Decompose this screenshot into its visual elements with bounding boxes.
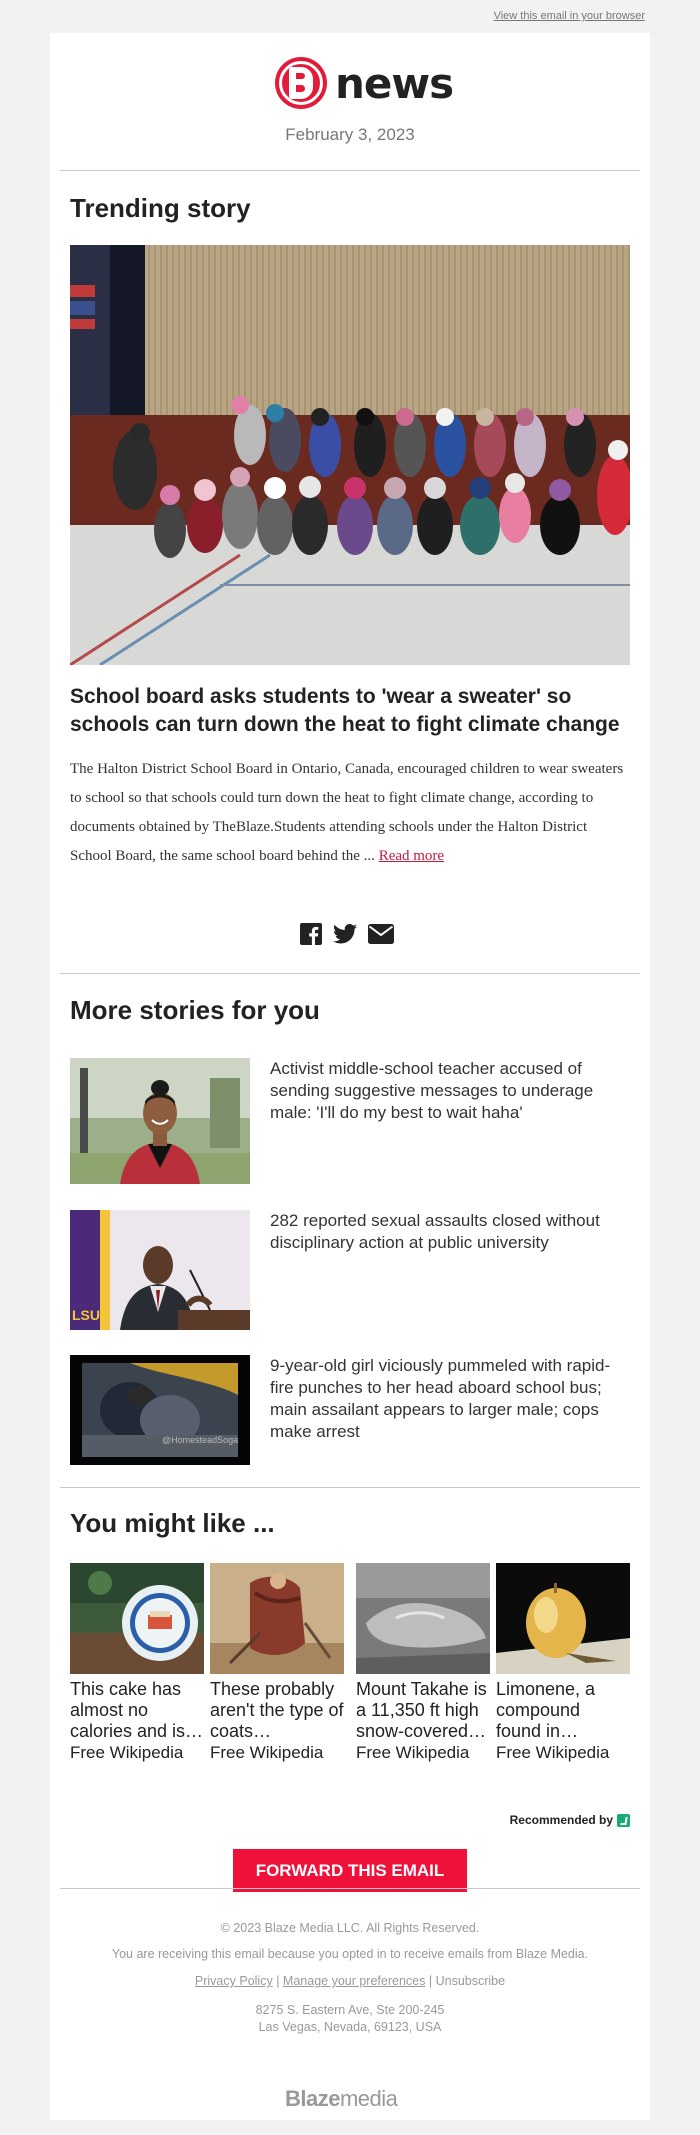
- story-thumbnail[interactable]: [70, 1355, 250, 1465]
- recommended-title[interactable]: These probably aren't the type of coats…: [210, 1679, 344, 1741]
- share-icons: [300, 923, 394, 945]
- manage-preferences-link[interactable]: Manage your preferences: [282, 1974, 426, 1988]
- you-might-like-section-title: You might like ...: [70, 1508, 275, 1538]
- recommended-thumbnail[interactable]: [210, 1563, 344, 1674]
- twitter-icon[interactable]: [333, 924, 357, 944]
- divider: [60, 1888, 640, 1889]
- trending-summary: [70, 755, 630, 871]
- divider: [60, 1487, 640, 1488]
- recommended-title[interactable]: Limonene, a compound found in: [496, 1679, 596, 1741]
- footer-address-line2: Las Vegas, Nevada, 69123, USA: [258, 2020, 442, 2034]
- recommended-thumbnail[interactable]: [496, 1563, 630, 1674]
- story-item[interactable]: [70, 1355, 630, 1485]
- logo-text: news: [335, 58, 454, 108]
- more-stories-section-title: More stories for you: [70, 995, 320, 1025]
- trending-summary-text: The Halton District School Board in Ontario, Canada, encouraged children to wear sweaters to school so that schools could turn down the heat to fight climate change, according to documents obtained by TheBlaze.Students attending schools under the Halton District School Board, the same school board behind the ...: [70, 761, 624, 864]
- privacy-policy-link[interactable]: Privacy Policy: [194, 1974, 273, 1988]
- recommended-source: Free Wikipedia: [496, 1743, 610, 1762]
- recommended-by[interactable]: [510, 1813, 630, 1827]
- story-item[interactable]: [70, 1058, 630, 1188]
- blaze-media-logo-brand: Blaze: [285, 2086, 340, 2111]
- blaze-media-logo[interactable]: [285, 2086, 397, 2112]
- svg-text:LSU: LSU: [72, 1307, 100, 1323]
- footer-separator: |: [428, 1974, 433, 1988]
- trending-headline[interactable]: School board asks students to 'wear a sweater' so schools can turn down the heat to fight climate change: [70, 685, 620, 736]
- recommended-thumbnail[interactable]: [356, 1563, 490, 1674]
- footer-links: [50, 1974, 650, 1988]
- story-title[interactable]: 9-year-old girl viciously pummeled with rapid-fire punches to her head aboard school bus; main assailant appears to larger male; cops make arrest: [270, 1356, 611, 1441]
- blaze-b-icon: [275, 57, 327, 109]
- divider: [60, 170, 640, 171]
- recommended-source: Free Wikipedia: [70, 1743, 184, 1762]
- story-title[interactable]: 282 reported sexual assaults closed without disciplinary action at public university: [270, 1211, 600, 1252]
- email-card: [50, 33, 650, 2120]
- footer-copyright: © 2023 Blaze Media LLC. All Rights Reserved.: [220, 1921, 480, 1935]
- recommended-thumbnail[interactable]: [70, 1563, 204, 1674]
- recommended-title[interactable]: This cake has almost no calories and is…: [70, 1679, 204, 1741]
- footer-separator: |: [276, 1974, 280, 1988]
- read-more-link[interactable]: Read more: [378, 848, 445, 864]
- story-thumbnail[interactable]: [70, 1210, 250, 1330]
- recommender-logo-icon: [617, 1814, 630, 1827]
- story-title[interactable]: Activist middle-school teacher accused of sending suggestive messages to underage male: 'I'll do my best to wait haha': [270, 1059, 594, 1122]
- recommended-item[interactable]: [210, 1563, 344, 1764]
- recommended-source: Free Wikipedia: [210, 1743, 324, 1762]
- story-image-watermark: @HomesteadSoga: [162, 1435, 239, 1445]
- recommended-by-label: Recommended by: [509, 1813, 613, 1827]
- recommended-source: Free Wikipedia: [356, 1743, 470, 1762]
- story-thumbnail[interactable]: [70, 1058, 250, 1184]
- footer-notice: You are receiving this email because you opted in to receive emails from Blaze Media.: [111, 1947, 589, 1961]
- trending-story-image[interactable]: [70, 245, 630, 665]
- facebook-icon[interactable]: [300, 923, 322, 945]
- trending-section-title: Trending story: [70, 193, 251, 223]
- newsletter-date: February 3, 2023: [285, 125, 415, 144]
- forward-email-button[interactable]: FORWARD THIS EMAIL: [233, 1849, 467, 1892]
- footer-address-line1: 8275 S. Eastern Ave, Ste 200-245: [255, 2003, 445, 2017]
- divider: [60, 973, 640, 974]
- blaze-media-logo-media: media: [339, 2086, 398, 2111]
- recommended-item[interactable]: [356, 1563, 490, 1764]
- unsubscribe-link[interactable]: Unsubscribe: [435, 1974, 506, 1988]
- recommended-title[interactable]: Mount Takahe is a 11,350 ft high snow-covered…: [356, 1679, 487, 1741]
- blaze-news-logo[interactable]: [275, 55, 453, 111]
- recommended-item[interactable]: [496, 1563, 630, 1764]
- email-icon[interactable]: [368, 924, 394, 944]
- recommended-item[interactable]: [70, 1563, 204, 1764]
- story-item[interactable]: [70, 1210, 630, 1340]
- view-in-browser-link[interactable]: View this email in your browser: [493, 10, 645, 22]
